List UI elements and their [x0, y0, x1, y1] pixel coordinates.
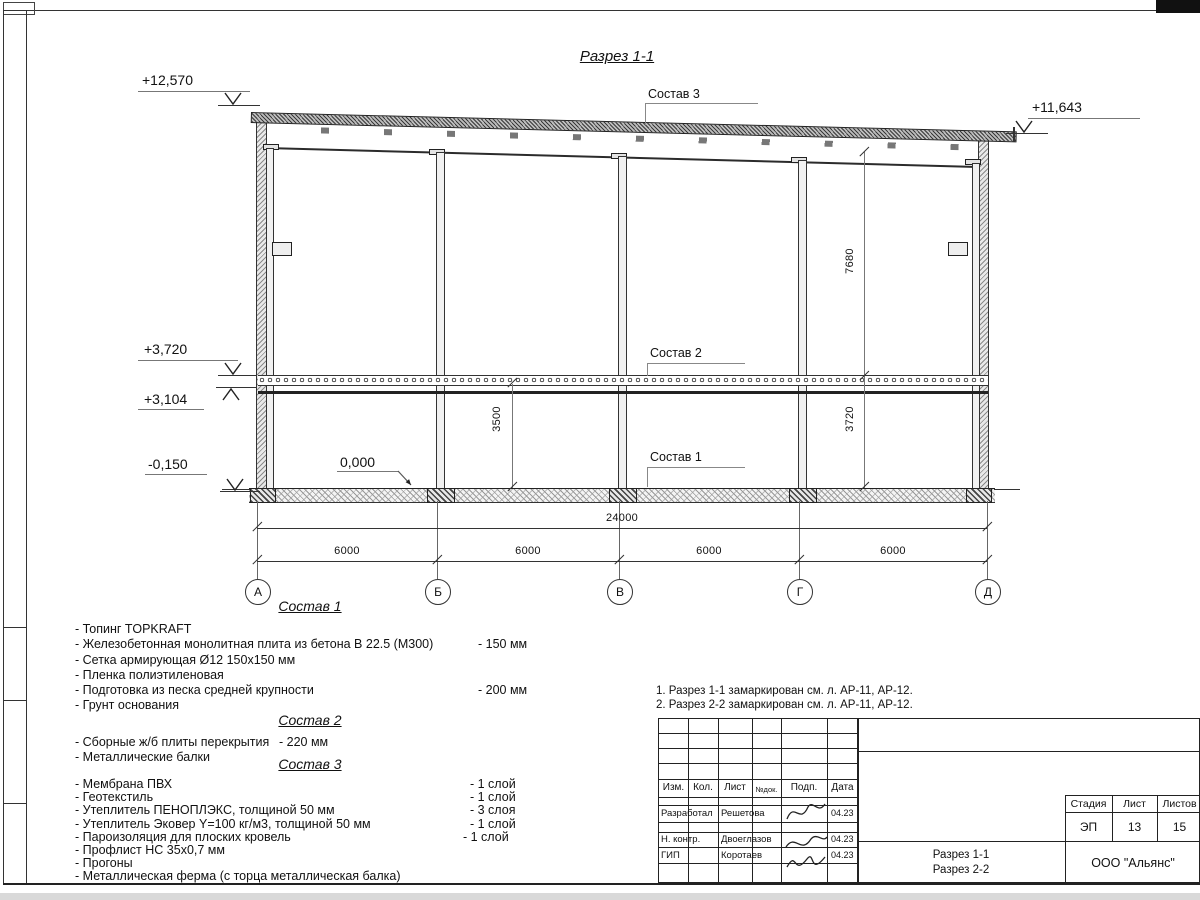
stamp-header-podp: Подп.: [790, 782, 818, 793]
dim-text-3720: 3720: [844, 406, 856, 432]
stamp-listov-value: 15: [1172, 820, 1187, 834]
title-block-line: [658, 733, 857, 734]
frame-corner-box: [3, 2, 35, 15]
item-note: - 1 слой: [470, 790, 516, 805]
signature-scribble: [784, 799, 828, 825]
stamp-name: Решетова: [721, 808, 765, 819]
stamp-company: ООО "Альянс": [1091, 856, 1175, 870]
stamp-name: Двоеглазов: [721, 834, 772, 845]
column-axis-g: [798, 160, 807, 490]
stamp-doc-name-2: Разрез 2-2: [932, 864, 990, 876]
item-text: - Сетка армирующая Ø12 150x150 мм: [75, 652, 296, 667]
elevation-arrow-down-icon: [224, 92, 242, 106]
column-axis-v: [618, 156, 627, 490]
item-note: - 150 мм: [478, 637, 528, 652]
callout-leader: [647, 363, 745, 364]
dim-line-bays: [257, 561, 987, 562]
list-item: [75, 817, 615, 830]
axis-bubble-d: Д: [975, 579, 1001, 605]
list-item: [75, 735, 615, 750]
elevation-slab-top: +3,720: [144, 341, 188, 357]
wall-bracket-right: [948, 242, 968, 256]
title-block-line: [658, 748, 857, 749]
item-note: - 1 слой: [470, 777, 516, 791]
stamp-date: 04.23: [831, 808, 854, 818]
item-note: - 220 мм: [279, 735, 329, 749]
title-block-line: [857, 841, 1200, 842]
callout-sostav2: Состав 2: [650, 346, 702, 360]
list-item: [75, 668, 615, 683]
sostav3-list: [75, 777, 615, 883]
callout-leader: [645, 103, 758, 104]
title-block-line: [658, 763, 857, 764]
sostav3-title: Состав 3: [278, 756, 342, 772]
title-block-line: [857, 751, 1200, 752]
stamp-header-list: Лист: [724, 782, 746, 793]
elevation-arrow-down-icon: [226, 478, 244, 492]
item-note: - 200 мм: [478, 683, 528, 698]
callout-sostav1: Состав 1: [650, 450, 702, 464]
dim-line-3500: [512, 384, 513, 488]
dim-line-total: [257, 528, 987, 529]
item-text: - Металлические балки: [75, 750, 210, 765]
item-text: - Пленка полиэтиленовая: [75, 667, 224, 682]
foundation-pad: [789, 488, 817, 503]
stamp-header-izm: Изм.: [662, 782, 685, 793]
elevation-zero: 0,000: [340, 454, 376, 470]
sostav1-title: Состав 1: [278, 598, 342, 614]
dim-text-3500: 3500: [491, 406, 503, 432]
list-item: [75, 790, 615, 803]
item-text: - Сборные ж/б плиты перекрытия: [75, 735, 270, 749]
frame-left-inner-line: [26, 10, 27, 884]
drawing-title: Разрез 1-1: [579, 48, 655, 65]
axis-bubble-a: А: [245, 579, 271, 605]
elevation-arrow-down-icon: [224, 362, 242, 376]
stamp-stadia-label: Стадия: [1070, 798, 1107, 810]
elevation-level-line: [218, 375, 256, 376]
list-item: [75, 856, 615, 869]
elevation-arrow-up-icon: [222, 387, 240, 401]
note-line-2: 2. Разрез 2-2 замаркирован см. л. АР-11, АР-12.: [656, 699, 913, 711]
list-item: [75, 803, 615, 816]
callout-leader: [645, 103, 646, 125]
axis-bubble-g: Г: [787, 579, 813, 605]
axis-extension-line: [799, 501, 800, 579]
list-item: [75, 637, 615, 652]
elevation-leader: [145, 474, 207, 475]
callout-leader: [647, 467, 648, 487]
stamp-doc-name-1: Разрез 1-1: [932, 849, 990, 861]
list-item: [75, 653, 615, 668]
item-note: - 1 слой: [463, 829, 509, 844]
dim-text-bay: 6000: [334, 545, 360, 557]
dim-text-bay: 6000: [696, 545, 722, 557]
item-text: - Пароизоляция для плоских кровель: [75, 829, 291, 844]
elevation-roof-right: +11,643: [1032, 99, 1082, 115]
title-block-line: [688, 718, 689, 883]
column-axis-b: [436, 152, 445, 490]
dim-text-bay: 6000: [515, 545, 541, 557]
note-line-1: 1. Разрез 1-1 замаркирован см. л. АР-11, АР-12.: [656, 685, 913, 697]
list-item: [75, 843, 615, 856]
stamp-list-value: 13: [1127, 820, 1142, 834]
callout-leader: [647, 467, 745, 468]
title-block-line: [857, 718, 859, 883]
stamp-header-kol: Кол.: [693, 782, 713, 793]
stamp-header-data: Дата: [831, 782, 854, 793]
ground-line-right: [994, 489, 1020, 490]
dim-line-right: [864, 152, 865, 488]
floor-slab-precast: [258, 375, 988, 386]
item-note: - 1 слой: [470, 816, 516, 831]
title-block-line: [1065, 795, 1200, 796]
title-block-line: [781, 718, 782, 883]
item-text: - Металлическая ферма (с торца металлическая балка): [75, 869, 401, 884]
item-note: - 3 слоя: [470, 803, 516, 818]
title-block-line: [1065, 812, 1200, 813]
item-text: - Геотекстиль: [75, 790, 154, 805]
elevation-leader: [138, 409, 204, 410]
elevation-roof-left: +12,570: [142, 72, 193, 88]
title-block-line: [658, 779, 857, 780]
elevation-leader: [337, 471, 399, 472]
elevation-leader: [138, 360, 238, 361]
column-axis-a: [266, 148, 274, 490]
axis-extension-line: [437, 501, 438, 579]
axis-extension-line: [987, 501, 988, 579]
axis-bubble-b: Б: [425, 579, 451, 605]
dim-text-7680: 7680: [844, 248, 856, 274]
window-bottom-edge: [0, 893, 1200, 900]
axis-extension-line: [257, 501, 258, 579]
elevation-arrow-down-icon: [1015, 120, 1033, 134]
elevation-level-line: [216, 387, 256, 388]
title-block-line: [718, 718, 719, 883]
stamp-header-ndok: №док.: [755, 785, 778, 794]
floor-beam: [258, 391, 988, 394]
foundation-pad: [609, 488, 637, 503]
item-text: - Мембрана ПВХ: [75, 777, 173, 791]
list-item: [75, 777, 615, 790]
elevation-ground-minus: -0,150: [148, 456, 188, 472]
sostav1-list: [75, 622, 615, 714]
frame-top-line: [3, 10, 1200, 11]
stamp-date: 04.23: [831, 834, 854, 844]
elevation-beam-bottom: +3,104: [144, 391, 188, 407]
foundation-pad: [966, 488, 992, 503]
column-axis-d: [972, 163, 980, 490]
list-item: [75, 830, 615, 843]
dim-text-24000: 24000: [605, 512, 639, 524]
foundation-pad: [427, 488, 455, 503]
stamp-role: Н. контр.: [661, 834, 701, 845]
item-text: - Подготовка из песка средней крупности: [75, 683, 314, 698]
item-text: - Железобетонная монолитная плита из бетона В 22.5 (М300): [75, 637, 434, 652]
frame-margin-divider: [3, 627, 26, 628]
stamp-role: ГИП: [661, 850, 680, 861]
stamp-list-label: Лист: [1123, 798, 1146, 810]
item-text: - Утеплитель ПЕНОПЛЭКС, толщиной 50 мм: [75, 803, 335, 818]
list-item: [75, 683, 615, 698]
title-block-line: [658, 797, 857, 798]
stamp-name: Коротаев: [721, 850, 763, 861]
elevation-level-line: [220, 491, 260, 492]
dim-text-bay: 6000: [880, 545, 906, 557]
frame-margin-divider: [3, 803, 26, 804]
item-text: - Профлист НС 35х0,7 мм: [75, 842, 225, 857]
stamp-date: 04.23: [831, 850, 854, 860]
wall-bracket-left: [272, 242, 292, 256]
frame-left-outer-line: [3, 10, 4, 884]
list-item: [75, 622, 615, 637]
elevation-level-line: [1006, 133, 1048, 134]
frame-margin-divider: [3, 700, 26, 701]
stamp-listov-label: Листов: [1162, 798, 1197, 810]
callout-sostav3: Состав 3: [648, 87, 700, 101]
frame-corner-black-mark: [1156, 0, 1200, 13]
signature-scribble: [783, 833, 829, 877]
leader-arrow-icon: [396, 470, 418, 490]
axis-bubble-v: В: [607, 579, 633, 605]
item-text: - Прогоны: [75, 856, 133, 871]
item-text: - Грунт основания: [75, 698, 180, 713]
sostav2-title: Состав 2: [278, 712, 342, 728]
stamp-stadia-value: ЭП: [1079, 820, 1098, 834]
list-item: [75, 869, 615, 882]
callout-leader: [647, 363, 648, 376]
item-text: - Утеплитель Эковер Y=100 кг/м3, толщиной 50 мм: [75, 816, 371, 831]
stamp-role: Разработал: [661, 808, 713, 819]
elevation-leader: [1028, 118, 1140, 119]
item-text: - Топинг TOPKRAFT: [75, 622, 192, 636]
elevation-level-line: [218, 105, 260, 106]
